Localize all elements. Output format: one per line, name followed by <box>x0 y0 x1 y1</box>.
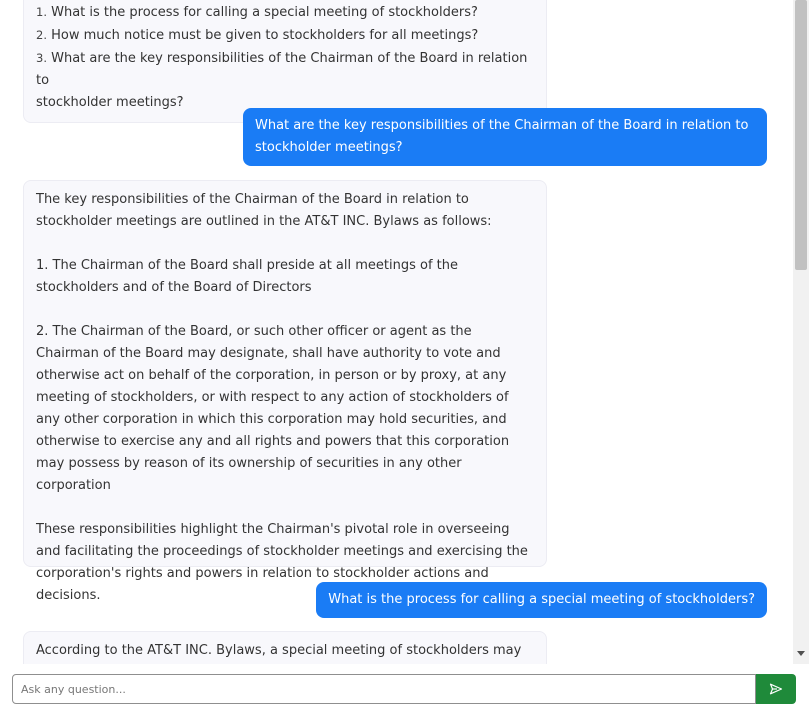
bot-message-summary: These responsibilities highlight the Chairman's pivotal role in overseeing and facilitating the proceedings of stockholder meetings and exercising the corporation's rights and powers in relation to stockholder actions and decisions. <box>36 522 528 603</box>
scrollbar[interactable] <box>793 0 809 664</box>
input-bar <box>0 664 809 717</box>
bot-message-text: According to the AT&T INC. Bylaws, a special meeting of stockholders may <box>36 643 522 658</box>
suggested-question-2: 2. How much notice must be given to stockholders for all meetings? <box>36 28 479 43</box>
send-button[interactable] <box>756 674 796 704</box>
question-input[interactable] <box>12 674 756 704</box>
send-icon <box>769 683 783 695</box>
user-message-text: What is the process for calling a special meeting of stockholders? <box>328 592 755 607</box>
user-message <box>243 108 767 166</box>
suggested-question-3-continuation: stockholder meetings? <box>36 95 184 110</box>
bot-message-point-1: 1. The Chairman of the Board shall preside at all meetings of the stockholders and of the Board of Directors <box>36 258 459 295</box>
bot-message-intro: The key responsibilities of the Chairman of the Board in relation to stockholder meetings are outlined in the AT&T INC. Bylaws as follows: <box>36 192 492 229</box>
user-message-text: What are the key responsibilities of the Chairman of the Board in relation to stockholder meetings? <box>255 118 749 155</box>
bot-message-point-2: 2. The Chairman of the Board, or such other officer or agent as the Chairman of the Board may designate, shall have authority to vote and otherwise act on behalf of the corporation, in person or by proxy, at any meeting of stockholders, or with respect to any action of stockholders of any other corporation in which this corporation may hold securities, and otherwise to exercise any and all rights and powers that this corporation may possess by reason of its ownership of securities in any other corporation <box>36 324 510 493</box>
suggested-question-3: 3. What are the key responsibilities of the Chairman of the Board in relation to <box>36 51 528 88</box>
user-message <box>316 582 767 618</box>
suggested-question-1: 1. What is the process for calling a special meeting of stockholders? <box>36 5 478 20</box>
scroll-down-arrow-icon[interactable] <box>797 651 805 656</box>
scrollbar-thumb[interactable] <box>795 0 807 270</box>
bot-message-suggestions <box>23 0 547 123</box>
bot-message <box>23 180 547 603</box>
